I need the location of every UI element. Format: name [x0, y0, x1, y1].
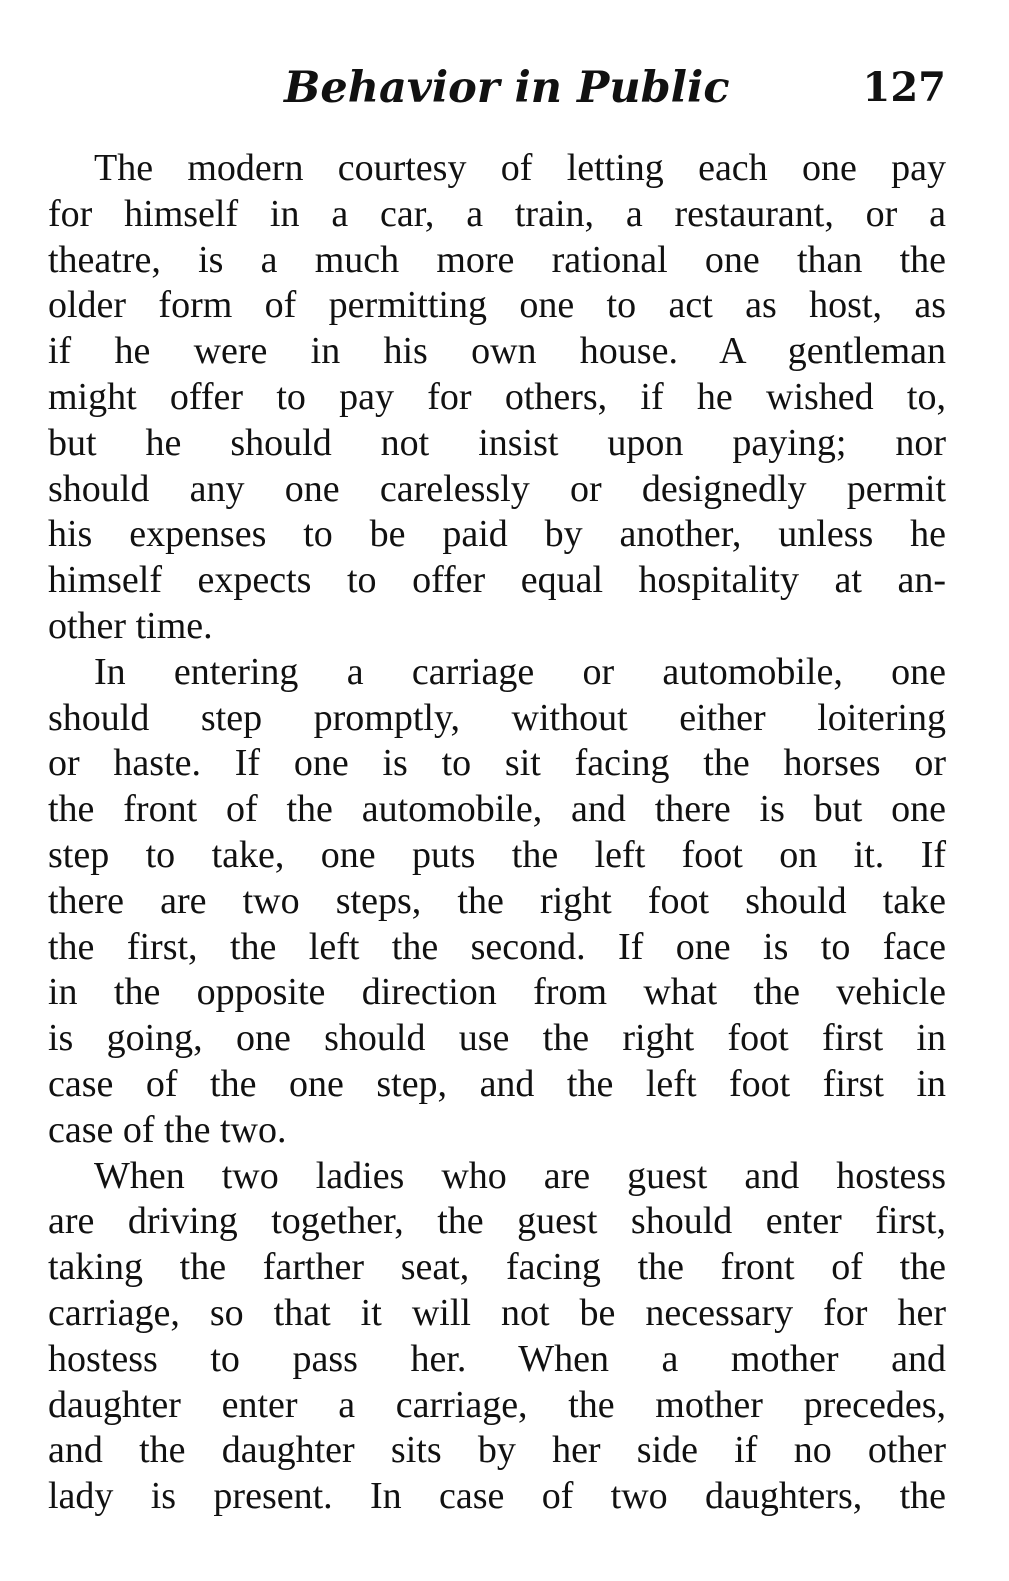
- text-line: and the daughter sits by her side if no other: [48, 1429, 946, 1472]
- text-line: or haste. If one is to sit facing the horses or: [48, 742, 946, 785]
- text-line: there are two steps, the right foot should take: [48, 879, 946, 922]
- paragraph: [48, 650, 946, 1154]
- text-line: carriage, so that it will not be necessary for her: [48, 1291, 946, 1334]
- paragraph: [48, 1154, 946, 1520]
- text-line: should any one carelessly or designedly permit: [48, 467, 946, 510]
- text-line: older form of permitting one to act as host, as: [48, 284, 946, 327]
- text-line: might offer to pay for others, if he wished to,: [48, 375, 946, 418]
- text-line: lady is present. In case of two daughters, the: [48, 1475, 946, 1518]
- text-line: but he should not insist upon paying; nor: [48, 421, 946, 464]
- text-line: should step promptly, without either loitering: [48, 696, 946, 739]
- text-line: the first, the left the second. If one is to face: [48, 925, 946, 968]
- text-line: hostess to pass her. When a mother and: [48, 1337, 946, 1380]
- text-line: for himself in a car, a train, a restaurant, or a: [48, 192, 946, 235]
- text-line: himself expects to offer equal hospitality at an-: [48, 559, 946, 602]
- page-number: 127: [862, 64, 946, 111]
- text-line: The modern courtesy of letting each one pay: [94, 147, 946, 189]
- text-line: the front of the automobile, and there is but one: [48, 788, 946, 831]
- text-line: When two ladies who are guest and hostess: [94, 1154, 946, 1197]
- running-title: Behavior in Public: [284, 63, 730, 113]
- text-line: taking the farther seat, facing the front of the: [48, 1246, 946, 1289]
- body-text: [48, 146, 946, 1520]
- text-line: his expenses to be paid by another, unless he: [48, 513, 946, 556]
- text-line: in the opposite direction from what the vehicle: [48, 971, 946, 1014]
- text-line: other time.: [48, 604, 213, 647]
- text-line: case of the one step, and the left foot first in: [48, 1062, 946, 1105]
- text-line: case of the two.: [48, 1108, 287, 1151]
- text-line: In entering a carriage or automobile, one: [94, 650, 946, 693]
- page-header: [48, 58, 946, 118]
- text-line: theatre, is a much more rational one than the: [48, 238, 946, 281]
- text-line: step to take, one puts the left foot on it. If: [48, 833, 946, 876]
- text-line: are driving together, the guest should enter first,: [48, 1200, 946, 1243]
- text-line: if he were in his own house. A gentleman: [48, 330, 946, 373]
- paragraph: [48, 146, 946, 650]
- text-line: daughter enter a carriage, the mother precedes,: [48, 1383, 946, 1426]
- text-line: is going, one should use the right foot first in: [48, 1017, 946, 1060]
